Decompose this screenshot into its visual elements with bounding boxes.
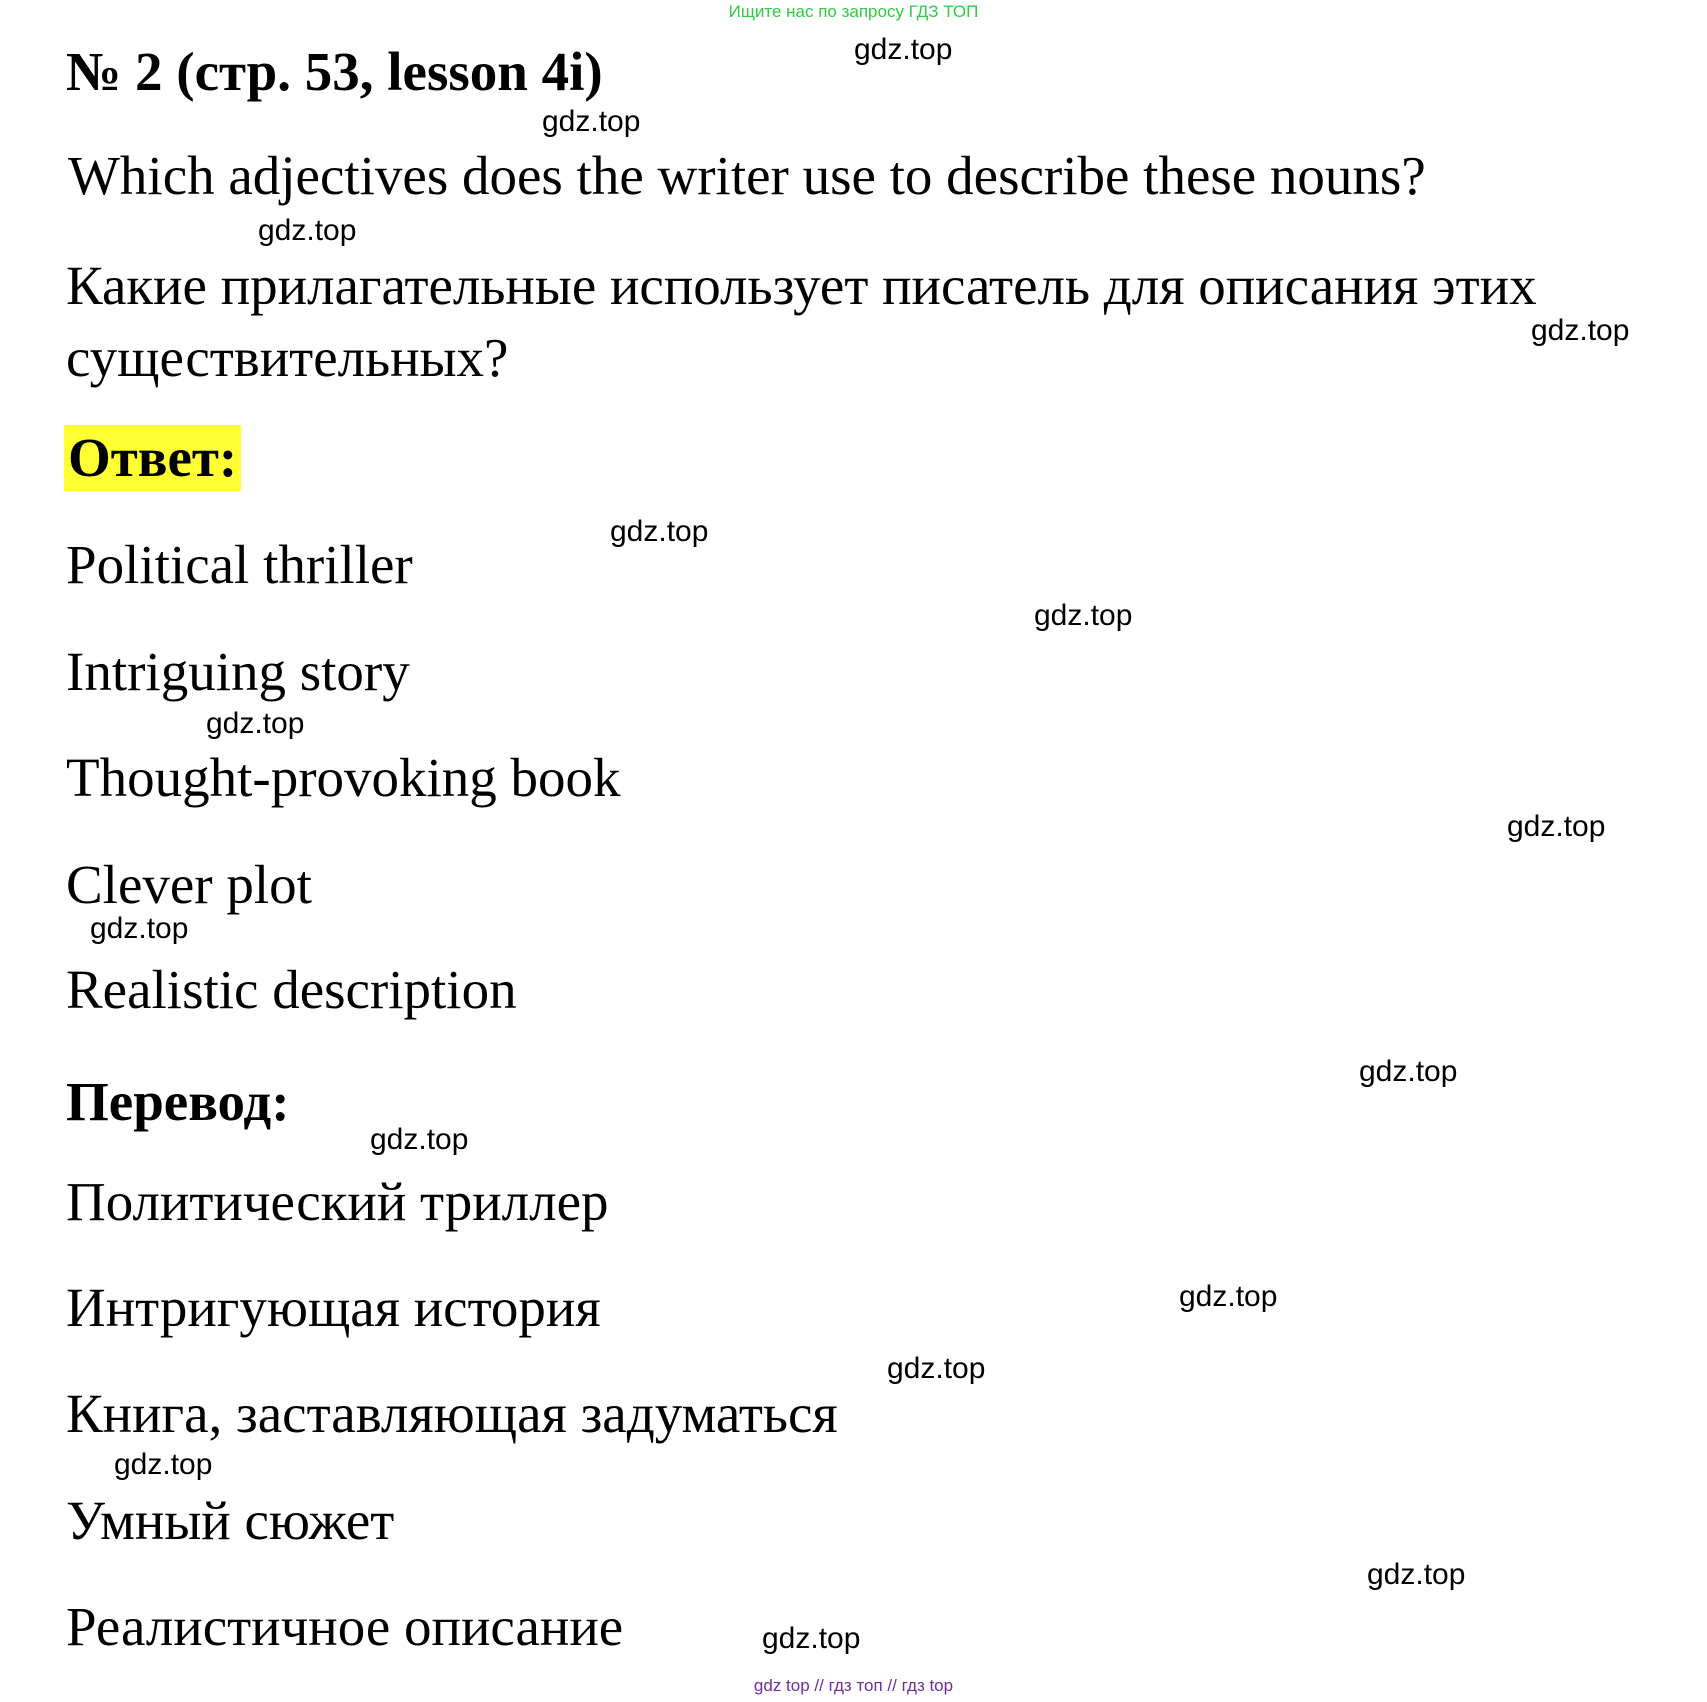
watermark: gdz.top [370, 1123, 469, 1156]
watermark: gdz.top [762, 1622, 861, 1655]
page-title: № 2 (стр. 53, lesson 4i) [66, 41, 603, 102]
translation-heading: Перевод: [66, 1071, 290, 1132]
watermark: gdz.top [1531, 314, 1630, 347]
answer-heading: Ответ: [64, 425, 241, 491]
watermark: gdz.top [114, 1448, 213, 1481]
question-english: Which adjectives does the writer use to describe these nouns? [68, 145, 1426, 206]
watermark: gdz.top [258, 214, 357, 247]
answer-line: Thought-provoking book [66, 747, 621, 808]
translation-line: Умный сюжет [66, 1490, 395, 1551]
top-banner: Ищите нас по запросу ГДЗ ТОП [728, 2, 979, 21]
watermark: gdz.top [542, 105, 641, 138]
watermark: gdz.top [854, 33, 953, 66]
watermark: gdz.top [610, 515, 709, 548]
footer-links: gdz top // гдз топ // гдз top [753, 1676, 954, 1695]
answer-line: Intriguing story [66, 641, 410, 702]
translation-line: Книга, заставляющая задуматься [66, 1383, 838, 1444]
answer-line: Political thriller [66, 534, 413, 595]
question-russian: Какие прилагательные использует писатель для описания этих существительных? [66, 255, 1537, 388]
translation-line: Интригующая история [66, 1277, 601, 1338]
watermark: gdz.top [1359, 1055, 1458, 1088]
translation-line: Политический триллер [66, 1171, 609, 1232]
watermark: gdz.top [206, 707, 305, 740]
translation-line: Реалистичное описание [66, 1596, 624, 1657]
watermark: gdz.top [1367, 1558, 1466, 1591]
watermark: gdz.top [1034, 599, 1133, 632]
answer-line: Realistic description [66, 959, 517, 1020]
watermark: gdz.top [1179, 1280, 1278, 1313]
watermark: gdz.top [887, 1352, 986, 1385]
answer-line: Clever plot [66, 854, 312, 915]
watermark: gdz.top [1507, 810, 1606, 843]
watermark: gdz.top [90, 912, 189, 945]
